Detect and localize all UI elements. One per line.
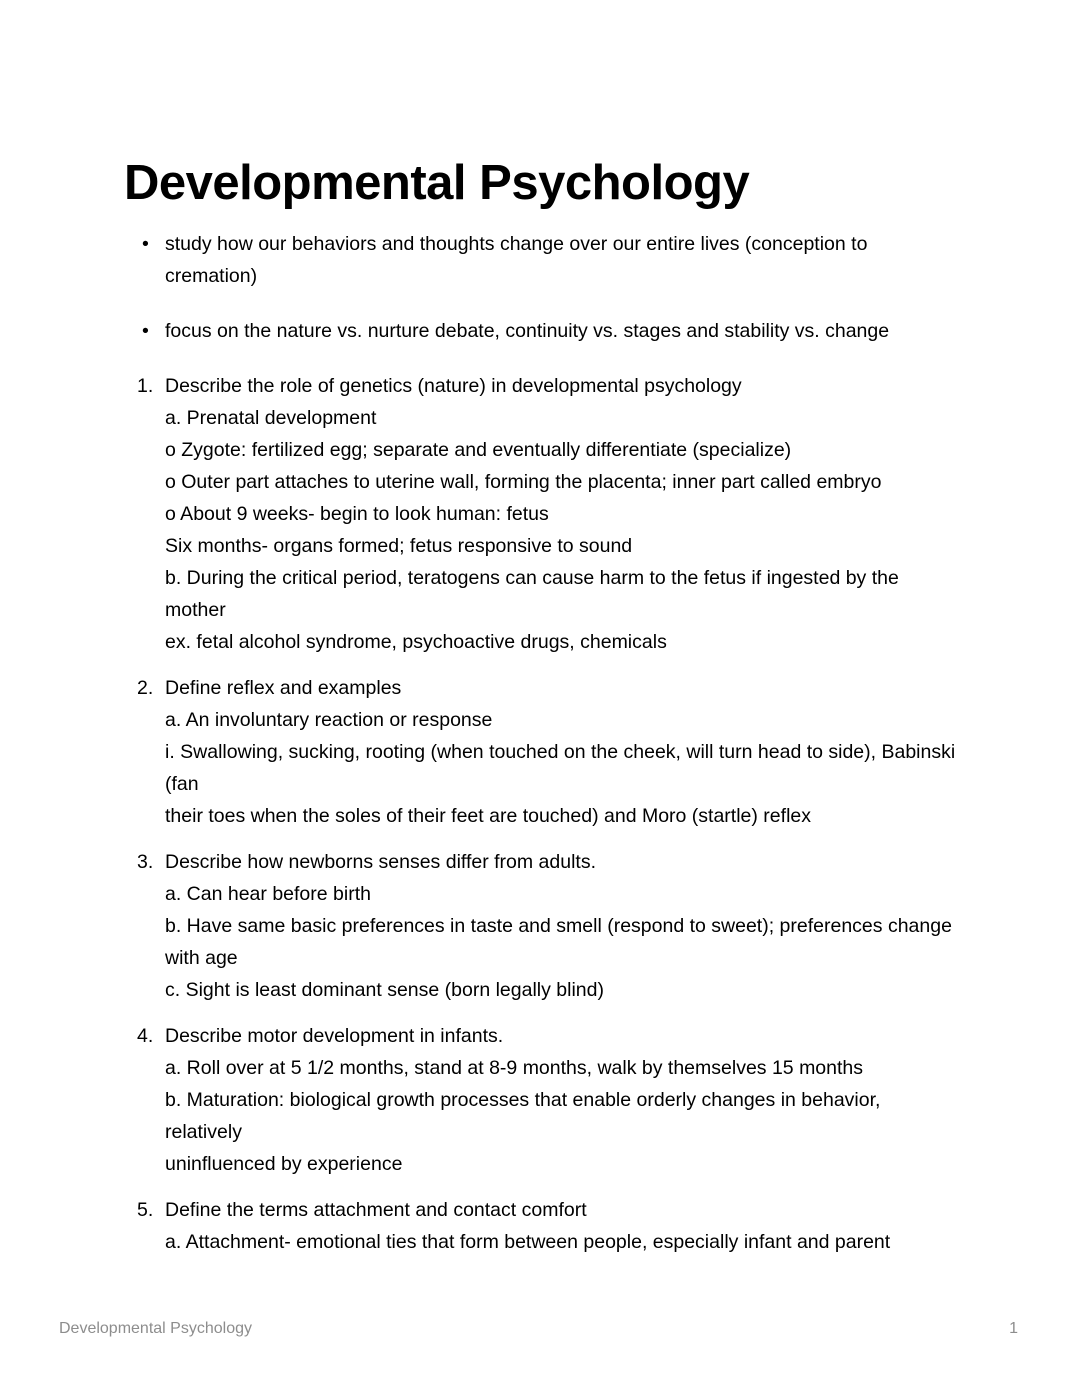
bullet-text: study how our behaviors and thoughts change over our entire lives (conception to cremation) bbox=[165, 233, 868, 287]
list-item-heading: Define the terms attachment and contact comfort bbox=[165, 1199, 587, 1221]
list-item-heading: Describe the role of genetics (nature) in developmental psychology bbox=[165, 375, 742, 397]
list-marker: 3. bbox=[137, 851, 154, 873]
list-marker: 1. bbox=[137, 375, 154, 397]
numbered-list-item bbox=[124, 1020, 956, 1180]
list-sub-line: their toes when the soles of their feet are touched) and Moro (startle) reflex bbox=[165, 805, 811, 827]
document-body bbox=[124, 228, 956, 1272]
list-sub-line: a. Attachment- emotional ties that form between people, especially infant and parent bbox=[165, 1231, 891, 1253]
page-title: Developmental Psychology bbox=[124, 155, 750, 210]
bullet-marker-icon: • bbox=[142, 320, 149, 342]
list-sub-line: Six months- organs formed; fetus responsive to sound bbox=[165, 535, 633, 557]
list-marker: 2. bbox=[137, 677, 154, 699]
bullet-marker-icon: • bbox=[142, 233, 149, 255]
numbered-list-item bbox=[124, 672, 956, 832]
page-footer bbox=[0, 1318, 1080, 1348]
list-marker: 4. bbox=[137, 1025, 154, 1047]
bullet-item bbox=[124, 228, 956, 292]
footer-page-number: 1 bbox=[1009, 1320, 1018, 1337]
list-sub-line: o About 9 weeks- begin to look human: fetus bbox=[165, 503, 549, 525]
list-sub-line: o Outer part attaches to uterine wall, forming the placenta; inner part called embryo bbox=[165, 471, 882, 493]
list-sub-line: b. During the critical period, teratogens can cause harm to the fetus if ingested by the mother bbox=[165, 567, 899, 621]
list-item-heading: Describe how newborns senses differ from adults. bbox=[165, 851, 597, 873]
list-sub-line: a. Roll over at 5 1/2 months, stand at 8-9 months, walk by themselves 15 months bbox=[165, 1057, 864, 1079]
bullet-text: focus on the nature vs. nurture debate, continuity vs. stages and stability vs. change bbox=[165, 320, 890, 342]
list-item-heading: Define reflex and examples bbox=[165, 677, 402, 699]
list-sub-line: uninfluenced by experience bbox=[165, 1153, 403, 1175]
list-sub-line: o Zygote: fertilized egg; separate and eventually differentiate (specialize) bbox=[165, 439, 792, 461]
numbered-list-item bbox=[124, 1194, 956, 1258]
numbered-list-item bbox=[124, 370, 956, 658]
list-sub-line: a. An involuntary reaction or response bbox=[165, 709, 493, 731]
list-item-heading: Describe motor development in infants. bbox=[165, 1025, 504, 1047]
list-sub-line: ex. fetal alcohol syndrome, psychoactive drugs, chemicals bbox=[165, 631, 667, 653]
footer-document-name: Developmental Psychology bbox=[59, 1320, 252, 1337]
bullet-item bbox=[124, 315, 956, 347]
numbered-list-item bbox=[124, 846, 956, 1006]
list-sub-line: a. Prenatal development bbox=[165, 407, 377, 429]
list-sub-line: b. Have same basic preferences in taste and smell (respond to sweet); preferences change with age bbox=[165, 915, 952, 969]
list-sub-line: i. Swallowing, sucking, rooting (when touched on the cheek, will turn head to side), Babinski (fan bbox=[165, 741, 956, 795]
list-sub-line: b. Maturation: biological growth processes that enable orderly changes in behavior, relatively bbox=[165, 1089, 881, 1143]
list-marker: 5. bbox=[137, 1199, 154, 1221]
list-sub-line: c. Sight is least dominant sense (born legally blind) bbox=[165, 979, 604, 1001]
list-sub-line: a. Can hear before birth bbox=[165, 883, 371, 905]
